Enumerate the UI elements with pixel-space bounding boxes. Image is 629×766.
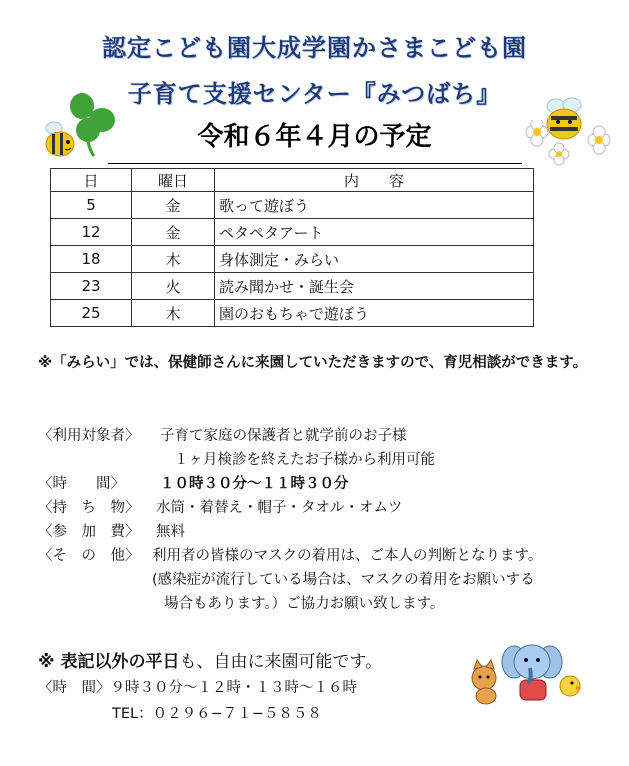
- cell-day: 25: [51, 300, 132, 327]
- info-row-other-cont2: [38, 592, 542, 616]
- info-row-fee: [38, 520, 542, 544]
- info-row-other-cont: [38, 568, 542, 592]
- cell-content: 読み聞かせ・誕生会: [215, 273, 534, 300]
- cell-day: 23: [51, 273, 132, 300]
- cell-day: 12: [51, 219, 132, 246]
- open-hours: 〈時 間〉９時３０分～１２時・１３時～１６時: [38, 680, 357, 696]
- info-row-target-cont: [38, 448, 542, 472]
- table-row: [51, 300, 534, 327]
- weekday-visit-note: [38, 647, 382, 672]
- title-underline: [108, 163, 522, 164]
- usage-info: [38, 424, 542, 616]
- target-value: 子育て家庭の保護者と就学前のお子様: [160, 428, 407, 444]
- cell-weekday: 火: [132, 273, 215, 300]
- target-value-cont: １ヶ月検診を終えたお子様から利用可能: [174, 452, 435, 468]
- weekday-note-prefix: ※: [38, 652, 61, 672]
- weekday-note-rest: も、自由に来園可能です。: [179, 652, 383, 672]
- elephant-icon: [502, 645, 562, 700]
- flower-icon: [520, 120, 620, 166]
- schedule-table: [50, 168, 534, 327]
- table-header-row: [51, 169, 534, 192]
- time-label: 〈時 間〉: [38, 476, 125, 492]
- consultation-note: ※「みらい」では、保健師さんに来園していただきますので、育児相談ができます。: [38, 355, 588, 371]
- cell-weekday: 木: [132, 246, 215, 273]
- header-day: 日: [51, 169, 132, 192]
- other-value: 利用者の皆様のマスクの着用は、ご本人の判断となります。: [152, 548, 543, 564]
- telephone: TEL：０２９６−７１−５８５８: [112, 706, 322, 722]
- items-label: 〈持 ち 物〉: [38, 500, 140, 516]
- info-row-other: [38, 544, 542, 568]
- info-row-items: [38, 496, 542, 520]
- fee-label: 〈参 加 費〉: [38, 524, 140, 540]
- cell-day: 18: [51, 246, 132, 273]
- table-row: [51, 219, 534, 246]
- cell-weekday: 金: [132, 192, 215, 219]
- cell-weekday: 金: [132, 219, 215, 246]
- bee-icon: [38, 120, 82, 160]
- cell-content: 園のおもちゃで遊ぼう: [215, 300, 534, 327]
- header-content: 内 容: [215, 169, 534, 192]
- other-label: 〈そ の 他〉: [38, 548, 140, 564]
- cell-content: 身体測定・みらい: [215, 246, 534, 273]
- items-value: 水筒・着替え・帽子・タオル・オムツ: [156, 500, 403, 516]
- schedule-title: 令和６年４月の予定: [197, 122, 432, 152]
- center-subtitle: 子育て支援センター『みつばち』: [127, 80, 502, 108]
- time-value: １０時３０分～１１時３０分: [160, 476, 349, 492]
- other-value-cont2: 場合もあります。）ご協力お願い致します。: [164, 596, 445, 612]
- weekday-note-bold: 表記以外の平日: [60, 652, 180, 672]
- cell-weekday: 木: [132, 300, 215, 327]
- info-row-time: [38, 472, 542, 496]
- info-row-target: [38, 424, 542, 448]
- other-value-cont: (感染症が流行している場合は、マスクの着用をお願いする: [152, 572, 535, 588]
- table-row: [51, 246, 534, 273]
- animal-friends-icon: [468, 636, 588, 708]
- center-name-title: 認定こども園大成学園かさまこども園: [102, 34, 527, 62]
- target-label: 〈利用対象者〉: [38, 428, 140, 444]
- cell-content: ペタペタアート: [215, 219, 534, 246]
- cell-content: 歌って遊ぼう: [215, 192, 534, 219]
- table-row: [51, 192, 534, 219]
- table-row: [51, 273, 534, 300]
- header-weekday: 曜日: [132, 169, 215, 192]
- fee-value: 無料: [156, 524, 185, 540]
- cell-day: 5: [51, 192, 132, 219]
